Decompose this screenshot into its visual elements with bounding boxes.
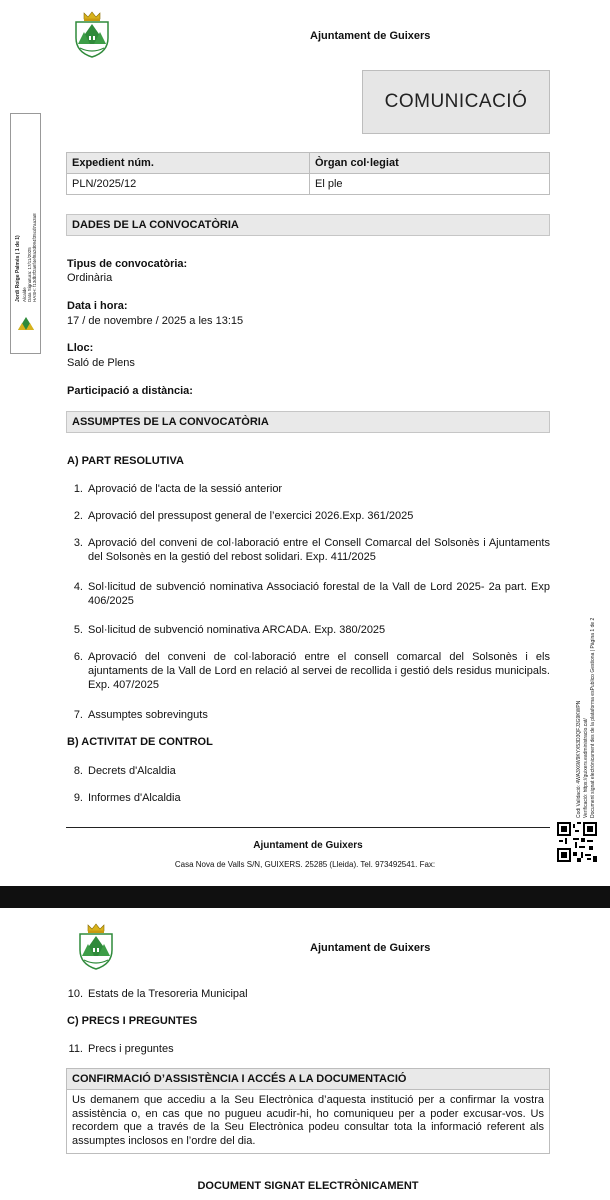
agenda-item-number: 8. — [73, 765, 83, 777]
agenda-item-text: Aprovació de l'acta de la sessió anterior — [88, 483, 283, 495]
part-c-heading: C) PRECS I PREGUNTES — [67, 1015, 198, 1027]
agenda-item — [67, 708, 550, 722]
agenda-item-number: 5. — [73, 624, 83, 636]
agenda-item-number: 9. — [73, 792, 83, 804]
agenda-item — [67, 509, 550, 523]
municipal-crest-logo — [72, 10, 112, 58]
agenda-item — [67, 791, 550, 805]
part-a-heading: A) PART RESOLUTIVA — [67, 455, 184, 467]
agenda-item-number: 7. — [73, 709, 83, 721]
agenda-item-text: Decrets d'Alcaldia — [88, 765, 176, 777]
file-number-value: PLN/2025/12 — [67, 174, 310, 195]
header-organization: Ajuntament de Guixers — [310, 942, 431, 954]
lloc-label: Lloc: — [67, 342, 94, 354]
stamp-signer: Jordi Roige Palmés ( 1 de 1) — [15, 235, 21, 302]
agenda-item-text: Aprovació del pressupost general de l’exercici 2026.Exp. 361/2025 — [88, 510, 414, 522]
participacio-label: Participació a distància: — [67, 385, 193, 397]
platform-note: Document signat electrònicament des de la plataforma esPublico Gestiona | Pàgina 1 de 2 — [590, 617, 596, 818]
agenda-item — [67, 536, 550, 564]
body-value: El ple — [310, 174, 550, 195]
agenda-item — [67, 482, 550, 496]
agenda-item-text: Sol·licitud de subvenció nominativa ARCADA. Exp. 380/2025 — [88, 624, 386, 636]
section-assumptes: ASSUMPTES DE LA CONVOCATÒRIA — [66, 411, 550, 433]
verification-url: Verificació: https://guixers.eadministracio.cat/ — [583, 718, 589, 818]
footer-organization: Ajuntament de Guixers — [253, 840, 363, 851]
signature-stamp-left — [10, 113, 41, 354]
agenda-item — [64, 987, 547, 1001]
stamp-date: Data Signatura: 17/11/2025 — [27, 247, 32, 302]
agenda-item — [64, 1042, 547, 1056]
agenda-item-text: Sol·licitud de subvenció nominativa Associació forestal de la Vall de Lord 2025- 2a part. Exp 406/2025 — [88, 581, 550, 607]
agenda-item-text: Informes d'Alcaldia — [88, 792, 181, 804]
agenda-item-number: 6. — [73, 651, 83, 663]
body-header: Òrgan col·legiat — [310, 153, 550, 174]
agenda-item-number: 10. — [67, 988, 83, 1000]
data-label: Data i hora: — [67, 300, 128, 312]
agenda-item-number: 3. — [73, 537, 83, 549]
footer-address: Casa Nova de Valls S/N, GUIXERS. 25285 (Lleida). Tel. 973492541. Fax: — [174, 860, 436, 869]
footer-rule — [66, 827, 550, 828]
data-value: 17 / de novembre / 2025 a les 13:15 — [67, 315, 244, 327]
stamp-crest-icon — [17, 316, 35, 335]
confirmation-box — [66, 1068, 550, 1154]
agenda-item-text: Precs i preguntes — [88, 1043, 174, 1055]
municipal-crest-logo — [76, 922, 116, 970]
agenda-item-text: Estats de la Tresoreria Municipal — [88, 988, 248, 1000]
agenda-item-text: Aprovació del conveni de col·laboració entre el Consell Comarcal del Solsonès i Ajuntaments del Solsonès en la gestió del rebost solidari. Exp. 411/2025 — [88, 537, 550, 563]
agenda-item-number: 2. — [73, 510, 83, 522]
agenda-item — [67, 650, 550, 692]
signed-notice: DOCUMENT SIGNAT ELECTRÒNICAMENT — [197, 1180, 419, 1192]
part-b-heading: B) ACTIVITAT DE CONTROL — [67, 736, 213, 748]
file-number-header: Expedient núm. — [67, 153, 310, 174]
page-break — [0, 886, 610, 908]
agenda-item — [67, 764, 550, 778]
confirmation-body: Us demanem que accediu a la Seu Electrònica d’aquesta institució per a confirmar la vostra assistència o, en cas que no pugueu acudir-hi, ho comuniqueu per a poder excusar-vos. Us recordem que a través de la Seu Electrònica podeu consultar tota la informació referent als assumptes inclosos en l’ordre del dia. — [72, 1094, 544, 1147]
stamp-hash: HASH: f13db3f2a6f4ef8a2d094f35cd7aa3a8 — [32, 213, 37, 302]
document-title: COMUNICACIÓ — [362, 70, 550, 134]
file-table — [66, 152, 550, 195]
validation-code: Codi Validació: 4WA3X6W9KYX53D3QFJ3G9KWPN — [576, 700, 582, 818]
agenda-item-text: Assumptes sobrevinguts — [88, 709, 208, 721]
section-convocatoria: DADES DE LA CONVOCATÒRIA — [66, 214, 550, 236]
stamp-role: Alcalde — [22, 287, 27, 302]
agenda-item — [67, 623, 550, 637]
tipus-value: Ordinària — [67, 272, 113, 284]
agenda-item-number: 1. — [73, 483, 83, 495]
tipus-label: Tipus de convocatòria: — [67, 258, 188, 270]
agenda-item-number: 11. — [68, 1043, 83, 1055]
confirmation-title: CONFIRMACIÓ D’ASSISTÈNCIA I ACCÉS A LA DOCUMENTACIÓ — [67, 1069, 549, 1090]
agenda-item-number: 4. — [73, 581, 83, 593]
lloc-value: Saló de Plens — [67, 357, 135, 369]
agenda-item-text: Aprovació del conveni de col·laboració entre el consell comarcal del Solsonès i els ajuntaments de la Vall de Lord en relació al servei de recollida i gestió dels residus municipals. Exp. 407/2025 — [88, 651, 550, 691]
agenda-item — [67, 580, 550, 608]
header-organization: Ajuntament de Guixers — [310, 30, 431, 42]
